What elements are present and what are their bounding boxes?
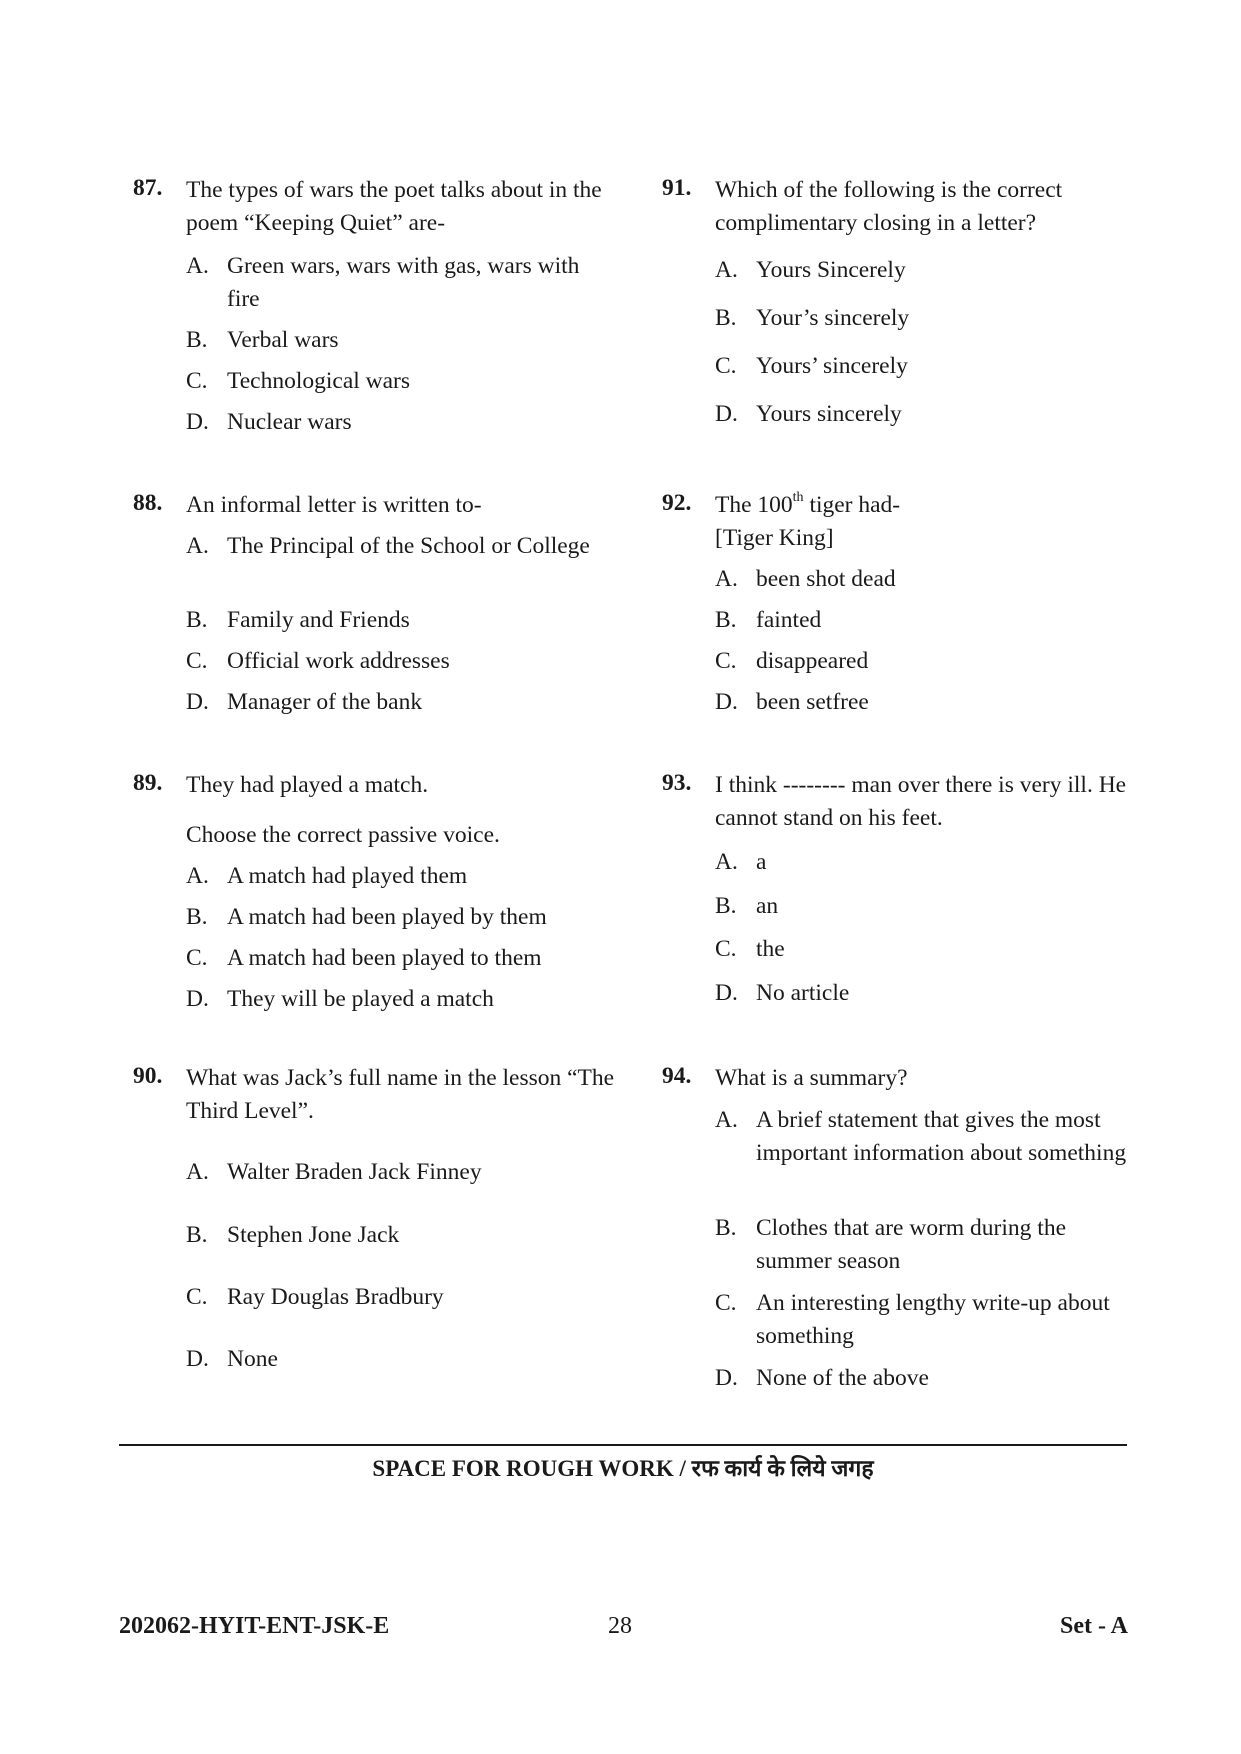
set-label: Set - A xyxy=(1060,1613,1128,1639)
option-label: C. xyxy=(186,945,208,971)
option-text: None of the above xyxy=(756,1365,929,1391)
question-text: The types of wars the poet talks about in the poem “Keeping Quiet” are- xyxy=(186,177,602,236)
option-label: C. xyxy=(186,1284,208,1310)
question-text: What was Jack’s full name in the lesson “The Third Level”. xyxy=(186,1065,615,1124)
option-label: C. xyxy=(715,353,737,379)
option-label: C. xyxy=(186,368,208,394)
option-label: A. xyxy=(715,1107,738,1133)
option-label: A. xyxy=(715,849,738,875)
paper-code: 202062-HYIT-ENT-JSK-E xyxy=(119,1613,390,1639)
option-label: B. xyxy=(186,904,208,930)
option-label: D. xyxy=(715,689,738,715)
option-text: The Principal of the School or College xyxy=(227,533,590,559)
question-number: 93. xyxy=(662,770,692,796)
question-number: 87. xyxy=(133,175,163,201)
option-text: Your’s sincerely xyxy=(756,305,910,331)
option-text: Family and Friends xyxy=(227,607,410,633)
question-text: Which of the following is the correct complimentary closing in a letter? xyxy=(715,177,1063,236)
option-text: been setfree xyxy=(756,689,869,715)
divider-line xyxy=(119,1444,1127,1446)
option-text: A match had played them xyxy=(227,863,468,889)
question-text: The 100th tiger had- xyxy=(715,490,901,518)
option-label: C. xyxy=(715,1290,737,1316)
option-text: A match had been played to them xyxy=(227,945,542,971)
option-text: Yours’ sincerely xyxy=(756,353,908,379)
option-text: Clothes that are worm during the summer season xyxy=(756,1215,1066,1274)
question-number: 94. xyxy=(662,1063,692,1089)
option-label: A. xyxy=(715,257,738,283)
option-text: been shot dead xyxy=(756,566,896,592)
option-text: No article xyxy=(756,980,850,1006)
option-text: an xyxy=(756,893,779,919)
question-number: 92. xyxy=(662,490,692,516)
option-label: B. xyxy=(715,607,737,633)
option-text: Verbal wars xyxy=(227,327,339,353)
question-text: What is a summary? xyxy=(715,1065,908,1091)
option-label: D. xyxy=(186,409,209,435)
question-text: I think -------- man over there is very ill. He cannot stand on his feet. xyxy=(715,772,1127,831)
option-text: Stephen Jone Jack xyxy=(227,1222,400,1248)
question-number: 91. xyxy=(662,175,692,201)
option-label: D. xyxy=(715,401,738,427)
option-text: the xyxy=(756,936,785,962)
option-label: B. xyxy=(715,893,737,919)
option-text: Ray Douglas Bradbury xyxy=(227,1284,444,1310)
option-text: An interesting lengthy write-up about something xyxy=(756,1290,1110,1349)
option-label: B. xyxy=(186,327,208,353)
option-label: D. xyxy=(186,689,209,715)
option-text: Manager of the bank xyxy=(227,689,423,715)
page-number: 28 xyxy=(608,1613,632,1639)
option-label: D. xyxy=(186,1346,209,1372)
option-text: disappeared xyxy=(756,648,869,674)
option-label: B. xyxy=(186,1222,208,1248)
option-text: Walter Braden Jack Finney xyxy=(227,1159,482,1185)
question-number: 90. xyxy=(133,1063,163,1089)
option-text: a xyxy=(756,849,767,875)
option-label: B. xyxy=(715,305,737,331)
option-text: Green wars, wars with gas, wars with fire xyxy=(227,253,580,312)
option-text: A match had been played by them xyxy=(227,904,547,930)
option-label: A. xyxy=(186,863,209,889)
option-text: fainted xyxy=(756,607,822,633)
option-label: A. xyxy=(186,1159,209,1185)
option-text: A brief statement that gives the most important information about something xyxy=(756,1107,1127,1166)
question-text: An informal letter is written to- xyxy=(186,492,482,518)
question-source: [Tiger King] xyxy=(715,525,834,551)
option-label: D. xyxy=(715,1365,738,1391)
option-label: A. xyxy=(186,533,209,559)
option-text: Official work addresses xyxy=(227,648,450,674)
option-label: D. xyxy=(186,986,209,1012)
question-number: 88. xyxy=(133,490,163,516)
option-label: C. xyxy=(715,648,737,674)
option-text: Technological wars xyxy=(227,368,411,394)
option-label: D. xyxy=(715,980,738,1006)
question-number: 89. xyxy=(133,770,163,796)
option-text: Yours Sincerely xyxy=(756,257,906,283)
question-text: They had played a match. xyxy=(186,772,429,798)
option-label: C. xyxy=(715,936,737,962)
option-text: Yours sincerely xyxy=(756,401,902,427)
option-label: B. xyxy=(715,1215,737,1241)
option-text: They will be played a match xyxy=(227,986,494,1012)
option-label: A. xyxy=(715,566,738,592)
option-label: C. xyxy=(186,648,208,674)
option-text: Nuclear wars xyxy=(227,409,352,435)
option-text: None xyxy=(227,1346,278,1372)
question-instruction: Choose the correct passive voice. xyxy=(186,822,500,848)
option-label: B. xyxy=(186,607,208,633)
rough-work-heading: SPACE FOR ROUGH WORK / रफ कार्य के लिये जगह xyxy=(372,1456,874,1481)
option-label: A. xyxy=(186,253,209,279)
